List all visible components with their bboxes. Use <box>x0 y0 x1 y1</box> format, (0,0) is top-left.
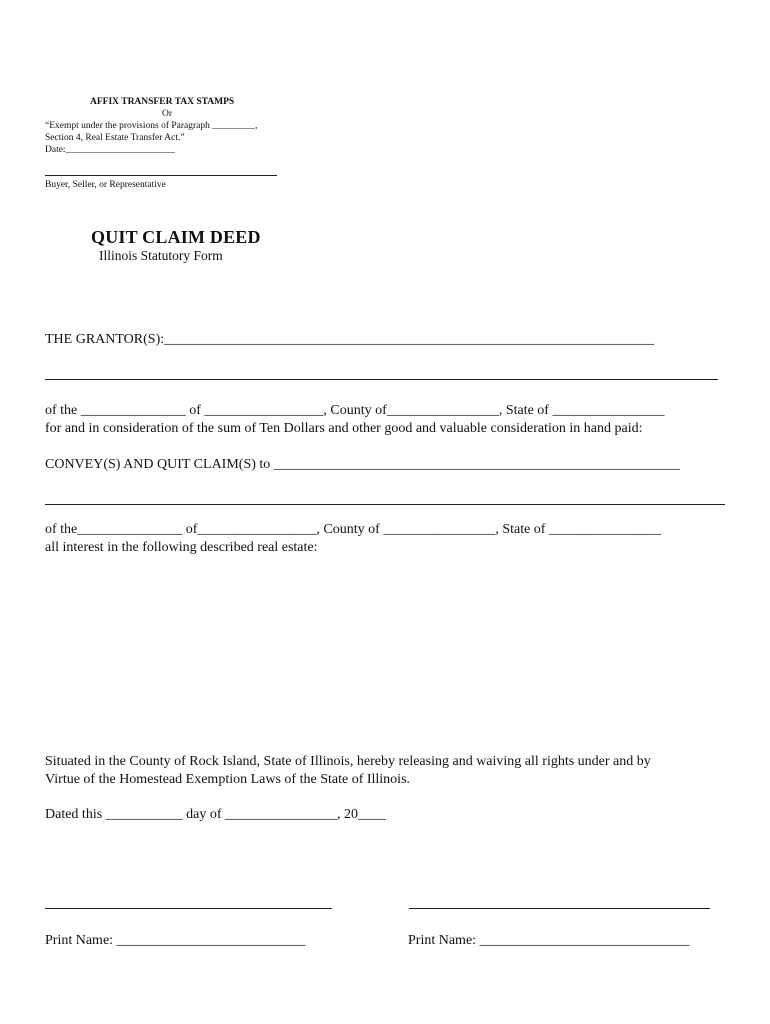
document-subtitle: Illinois Statutory Form <box>99 248 223 263</box>
right-print-name-field[interactable]: Print Name: ______________________________ <box>408 933 690 948</box>
left-print-name-field[interactable]: Print Name: ___________________________ <box>45 933 306 948</box>
situated-text-line-1: Situated in the County of Rock Island, State of Illinois, hereby releasing and waiving all rights under and by <box>45 754 651 769</box>
situated-text-line-2: Virtue of the Homestead Exemption Laws of the State of Illinois. <box>45 772 411 787</box>
interest-text: all interest in the following described real estate: <box>45 540 318 555</box>
stamp-exempt-line-1: “Exempt under the provisions of Paragraph _________, <box>45 121 258 131</box>
grantor-location-fields[interactable]: of the _______________ of _________________, County of________________, State of ________________ <box>45 403 665 418</box>
stamp-title: AFFIX TRANSFER TAX STAMPS <box>90 97 235 107</box>
grantee-field[interactable]: CONVEY(S) AND QUIT CLAIM(S) to __________________________________________________________ <box>45 457 680 472</box>
stamp-exempt-line-2: Section 4, Real Estate Transfer Act.” <box>45 133 185 143</box>
grantor-continuation-line[interactable] <box>45 379 718 380</box>
right-signature-line[interactable] <box>409 908 710 909</box>
consideration-text: for and in consideration of the sum of Ten Dollars and other good and valuable consideration in hand paid: <box>45 421 643 436</box>
stamp-signature-line[interactable] <box>45 175 277 176</box>
grantee-continuation-line[interactable] <box>45 504 725 505</box>
stamp-signer-label: Buyer, Seller, or Representative <box>45 180 166 190</box>
grantor-field[interactable]: THE GRANTOR(S):______________________________________________________________________ <box>45 332 655 347</box>
dated-fields[interactable]: Dated this ___________ day of ________________, 20____ <box>45 807 387 822</box>
document-title: QUIT CLAIM DEED <box>91 227 261 247</box>
stamp-or: Or <box>162 109 173 119</box>
left-signature-line[interactable] <box>45 908 332 909</box>
legal-description-area[interactable] <box>45 565 725 735</box>
grantee-location-fields[interactable]: of the_______________ of_________________, County of ________________, State of ________________ <box>45 522 661 537</box>
stamp-date-field[interactable]: Date:_______________________ <box>45 145 175 155</box>
